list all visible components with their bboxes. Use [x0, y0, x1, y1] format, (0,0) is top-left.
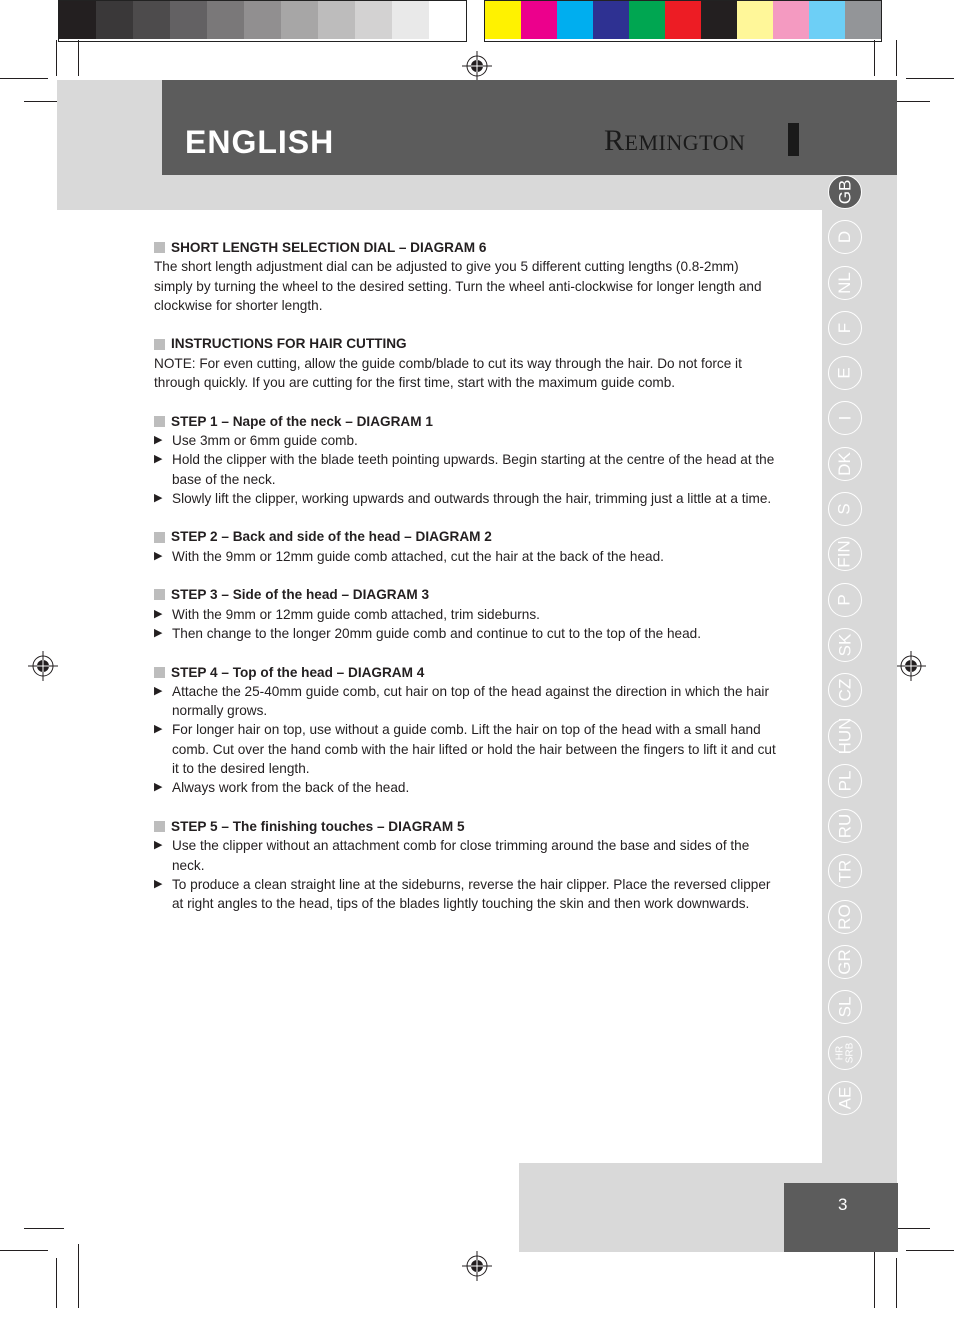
language-tab-sl[interactable]: SL — [828, 990, 862, 1024]
section-heading: STEP 1 – Nape of the neck – DIAGRAM 1 — [171, 413, 433, 429]
section-instructions — [154, 334, 779, 392]
section-step3 — [154, 585, 779, 643]
language-tab-d[interactable]: D — [828, 220, 862, 254]
bullet-arrow-icon: ▶ — [154, 453, 163, 466]
section-heading: STEP 4 – Top of the head – DIAGRAM 4 — [171, 664, 425, 680]
color-swatch — [557, 1, 593, 39]
list-item: ▶ For longer hair on top, use without a guide comb. Lift the hair on top of the head with a small hand comb. Cut over the hand comb with the hair lifted or hold the hair between the fingers to lift it and cut it to the desired length. — [154, 720, 779, 778]
color-swatch — [773, 1, 809, 39]
crop-mark — [56, 1258, 57, 1308]
crop-mark — [78, 40, 79, 76]
grey-swatch — [392, 1, 429, 39]
language-tab-s[interactable]: S — [828, 492, 862, 526]
section-step4 — [154, 663, 779, 798]
section-marker — [154, 242, 165, 253]
crop-mark — [56, 40, 57, 76]
list-item: ▶ With the 9mm or 12mm guide comb attached, trim sideburns. — [154, 605, 779, 624]
list-item: ▶ Use 3mm or 6mm guide comb. — [154, 431, 779, 450]
color-swatch — [665, 1, 701, 39]
language-tab-hr-srb[interactable]: HR SRB — [828, 1036, 862, 1070]
crop-mark — [0, 78, 48, 79]
section-step1 — [154, 412, 779, 508]
grey-swatch — [244, 1, 281, 39]
language-tab-tr[interactable]: TR — [828, 854, 862, 888]
grey-swatch — [96, 1, 133, 39]
crop-mark — [874, 40, 875, 76]
page-number-box — [784, 1183, 898, 1252]
bullet-arrow-icon: ▶ — [154, 549, 163, 562]
color-swatch — [521, 1, 557, 39]
crop-mark — [906, 1250, 954, 1251]
brand-logo: REMINGTON — [604, 124, 746, 157]
language-tab-ru[interactable]: RU — [828, 809, 862, 843]
color-swatch — [809, 1, 845, 39]
registration-mark-icon — [462, 51, 492, 81]
list-item: ▶ To produce a clean straight line at the sideburns, reverse the hair clipper. Place the reversed clipper at right angles to the head, tips of the blades lightly touching the skin and then work downwards. — [154, 875, 779, 914]
language-tab-cz[interactable]: CZ — [828, 673, 862, 707]
page-title: ENGLISH — [185, 124, 335, 160]
crop-mark — [906, 78, 954, 79]
section-marker — [154, 589, 165, 600]
list-item: ▶ Attache the 25-40mm guide comb, cut hair on top of the head against the direction in which the hair normally grows. — [154, 682, 779, 721]
bullet-arrow-icon: ▶ — [154, 607, 163, 620]
section-marker — [154, 416, 165, 427]
section-text: The short length adjustment dial can be adjusted to give you 5 different cutting lengths (0.8-2mm) simply by turning the wheel to the desired setting. Turn the wheel anti-clockwise for longer length and clockwise for shorter length. — [154, 259, 762, 313]
section-marker — [154, 532, 165, 543]
list-item: ▶ Use the clipper without an attachment comb for close trimming around the base and sides of the neck. — [154, 836, 779, 875]
section-heading: STEP 5 – The finishing touches – DIAGRAM 5 — [171, 818, 465, 834]
crop-mark — [24, 1228, 64, 1229]
section-heading: STEP 2 – Back and side of the head – DIAGRAM 2 — [171, 529, 492, 545]
color-calibration-bar — [484, 0, 882, 42]
bullet-arrow-icon: ▶ — [154, 491, 163, 504]
language-tab-f[interactable]: F — [828, 311, 862, 345]
crop-mark — [874, 1244, 875, 1308]
section-text: NOTE: For even cutting, allow the guide comb/blade to cut its way through the hair. Do not force it through quickly. If you are cutting for the first time, start with the maximum guide comb. — [154, 355, 742, 391]
grey-swatch — [59, 1, 96, 39]
color-swatch — [485, 1, 521, 39]
language-tab-gr[interactable]: GR — [828, 945, 862, 979]
grey-calibration-bar — [58, 0, 467, 42]
registration-mark-icon — [462, 1251, 492, 1281]
grey-swatch — [355, 1, 392, 39]
color-swatch — [593, 1, 629, 39]
language-tab-i[interactable]: I — [828, 401, 862, 435]
grey-swatch — [318, 1, 355, 39]
language-tab-p[interactable]: P — [828, 583, 862, 617]
section-short-length — [154, 238, 779, 315]
registration-mark-icon — [896, 651, 926, 681]
section-step2 — [154, 527, 779, 566]
page-number: 3 — [838, 1195, 848, 1214]
section-marker — [154, 339, 165, 350]
list-item: ▶ Then change to the longer 20mm guide comb and continue to cut to the top of the head. — [154, 624, 779, 643]
bullet-arrow-icon: ▶ — [154, 839, 163, 852]
registration-mark-icon — [28, 651, 58, 681]
brand-bar — [788, 123, 799, 156]
section-heading: SHORT LENGTH SELECTION DIAL – DIAGRAM 6 — [171, 240, 487, 255]
list-item: ▶ Slowly lift the clipper, working upwards and outwards through the hair, trimming just a little at a time. — [154, 489, 779, 508]
section-heading: INSTRUCTIONS FOR HAIR CUTTING — [171, 336, 407, 352]
bullet-arrow-icon: ▶ — [154, 684, 163, 697]
language-tab-nl[interactable]: NL — [828, 266, 862, 300]
crop-mark — [0, 1250, 48, 1251]
bullet-arrow-icon: ▶ — [154, 723, 163, 736]
language-tab-pl[interactable]: PL — [828, 764, 862, 798]
manual-content — [154, 238, 779, 933]
bullet-arrow-icon: ▶ — [154, 433, 163, 446]
language-tab-fin[interactable]: FIN — [828, 537, 862, 571]
grey-swatch — [429, 1, 466, 39]
bullet-arrow-icon: ▶ — [154, 877, 163, 890]
color-swatch — [845, 1, 881, 39]
crop-mark — [896, 1258, 897, 1308]
list-item: ▶ Always work from the back of the head. — [154, 778, 779, 797]
list-item: ▶ Hold the clipper with the blade teeth pointing upwards. Begin starting at the centre of the head at the base of the neck. — [154, 450, 779, 489]
bullet-arrow-icon: ▶ — [154, 781, 163, 794]
section-step5 — [154, 817, 779, 913]
grey-swatch — [281, 1, 318, 39]
section-heading: STEP 3 – Side of the head – DIAGRAM 3 — [171, 587, 430, 603]
color-swatch — [701, 1, 737, 39]
language-tab-ae[interactable]: AE — [828, 1081, 862, 1115]
bullet-arrow-icon: ▶ — [154, 626, 163, 639]
grey-swatch — [207, 1, 244, 39]
section-marker — [154, 821, 165, 832]
language-tabs — [826, 175, 868, 1126]
grey-swatch — [133, 1, 170, 39]
list-item: ▶ With the 9mm or 12mm guide comb attached, cut the hair at the back of the head. — [154, 547, 779, 566]
language-tab-e[interactable]: E — [828, 356, 862, 390]
language-tab-hun[interactable]: HUN — [828, 719, 862, 753]
language-tab-gb[interactable]: GB — [828, 175, 862, 209]
crop-mark — [78, 1244, 79, 1308]
color-swatch — [737, 1, 773, 39]
language-tab-ro[interactable]: RO — [828, 900, 862, 934]
crop-mark — [896, 40, 897, 76]
grey-swatch — [170, 1, 207, 39]
color-swatch — [629, 1, 665, 39]
section-marker — [154, 667, 165, 678]
language-tab-dk[interactable]: DK — [828, 447, 862, 481]
language-tab-sk[interactable]: SK — [828, 628, 862, 662]
